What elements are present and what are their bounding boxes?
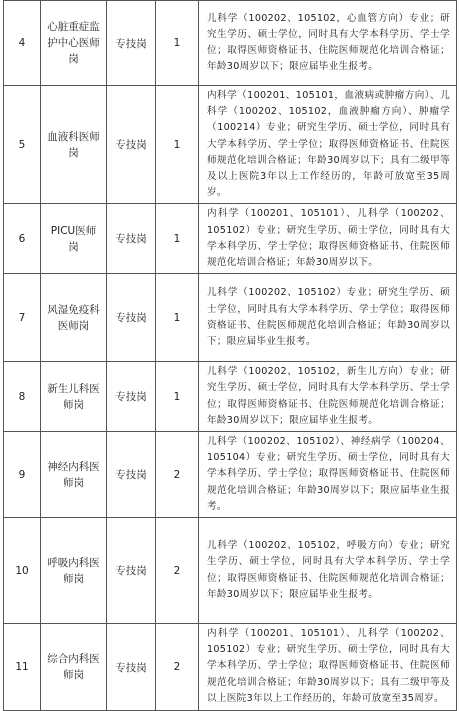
row-number: 10 [4,518,41,624]
row-number: 9 [4,432,41,518]
position-type: 专技岗 [107,432,156,518]
table-row [4,432,457,518]
position-type: 专技岗 [107,362,156,432]
position-count: 2 [156,624,199,711]
position-requirement: 儿科学（100202、105102）专业；研究生学历、硕士学位，同时具有大学本科学历、学士学位；取得医师资格证书、住院医师规范化培训合格证；年龄30周岁以下；限应届毕业生报考。 [199,274,457,362]
table-row [4,518,457,624]
table-row [4,274,457,362]
position-name: 新生儿科医师岗 [41,362,107,432]
row-number: 7 [4,274,41,362]
position-requirement: 儿科学（100202、105102，呼吸方向）专业；研究生学历、硕士学位，同时具有大学本科学历、学士学位；取得医师资格证书、住院医师规范化培训合格证；年龄30周岁以下；限应届毕业生报考。 [199,518,457,624]
row-number: 4 [4,1,41,86]
position-requirement: 内科学（100201、105101）、儿科学（100202、105102）专业；研究生学历、硕士学位，同时具有大学本科学历、学士学位；取得医师资格证书、住院医师规范化培训合格证；年龄30周岁以下。 [199,204,457,274]
position-requirement: 儿科学（100202、105102）、神经病学（100204、105104）专业；研究生学历、硕士学位，同时具有大学本科学历、学士学位；取得医师资格证书、住院医师规范化培训合格证；年龄30周岁以下；限应届毕业生报考。 [199,432,457,518]
position-count: 1 [156,274,199,362]
position-count: 1 [156,86,199,204]
position-requirement: 内科学（100201、105101）、儿科学（100202、105102）专业；研究生学历、硕士学位，同时具有大学本科学历、学士学位；取得医师资格证书、住院医师规范化培训合格证；年龄30周岁以下；具有二级甲等及以上医院3年以上工作经历的，年龄可放宽至35周岁。 [199,624,457,711]
position-name: PICU医师岗 [41,204,107,274]
table-row [4,1,457,86]
position-type: 专技岗 [107,624,156,711]
position-name: 血液科医师岗 [41,86,107,204]
row-number: 8 [4,362,41,432]
position-name: 综合内科医师岗 [41,624,107,711]
position-count: 1 [156,1,199,86]
position-type: 专技岗 [107,1,156,86]
row-number: 11 [4,624,41,711]
table-row [4,362,457,432]
table-row [4,204,457,274]
position-type: 专技岗 [107,204,156,274]
position-count: 2 [156,518,199,624]
row-number: 5 [4,86,41,204]
position-count: 2 [156,432,199,518]
row-number: 6 [4,204,41,274]
position-name: 神经内科医师岗 [41,432,107,518]
position-name: 呼吸内科医师岗 [41,518,107,624]
position-requirement: 儿科学（100202、105102，心血管方向）专业；研究生学历、硕士学位，同时具有大学本科学历、学士学位；取得医师资格证书、住院医师规范化培训合格证；年龄30周岁以下；限应届毕业生报考。 [199,1,457,86]
table-row [4,624,457,711]
recruitment-table [3,0,457,711]
position-type: 专技岗 [107,518,156,624]
position-type: 专技岗 [107,274,156,362]
table-row [4,86,457,204]
position-name: 风湿免疫科医师岗 [41,274,107,362]
position-requirement: 儿科学（100202、105102，新生儿方向）专业；研究生学历、硕士学位，同时具有大学本科学历、学士学位；取得医师资格证书、住院医师规范化培训合格证；年龄30周岁以下；限应届毕业生报考。 [199,362,457,432]
position-name: 心脏重症监护中心医师岗 [41,1,107,86]
position-count: 1 [156,204,199,274]
position-type: 专技岗 [107,86,156,204]
position-requirement: 内科学（100201、105101，血液病或肿瘤方向）、儿科学（100202、105102，血液肿瘤方向）、肿瘤学（100214）专业；研究生学历、硕士学位，同时具有大学本科学历、学士学位；取得医师资格证书、住院医师规范化培训合格证；年龄30周岁以下；具有二级甲等及以上医院3年以上工作经历的，年龄可放宽至35周岁。 [199,86,457,204]
position-count: 1 [156,362,199,432]
